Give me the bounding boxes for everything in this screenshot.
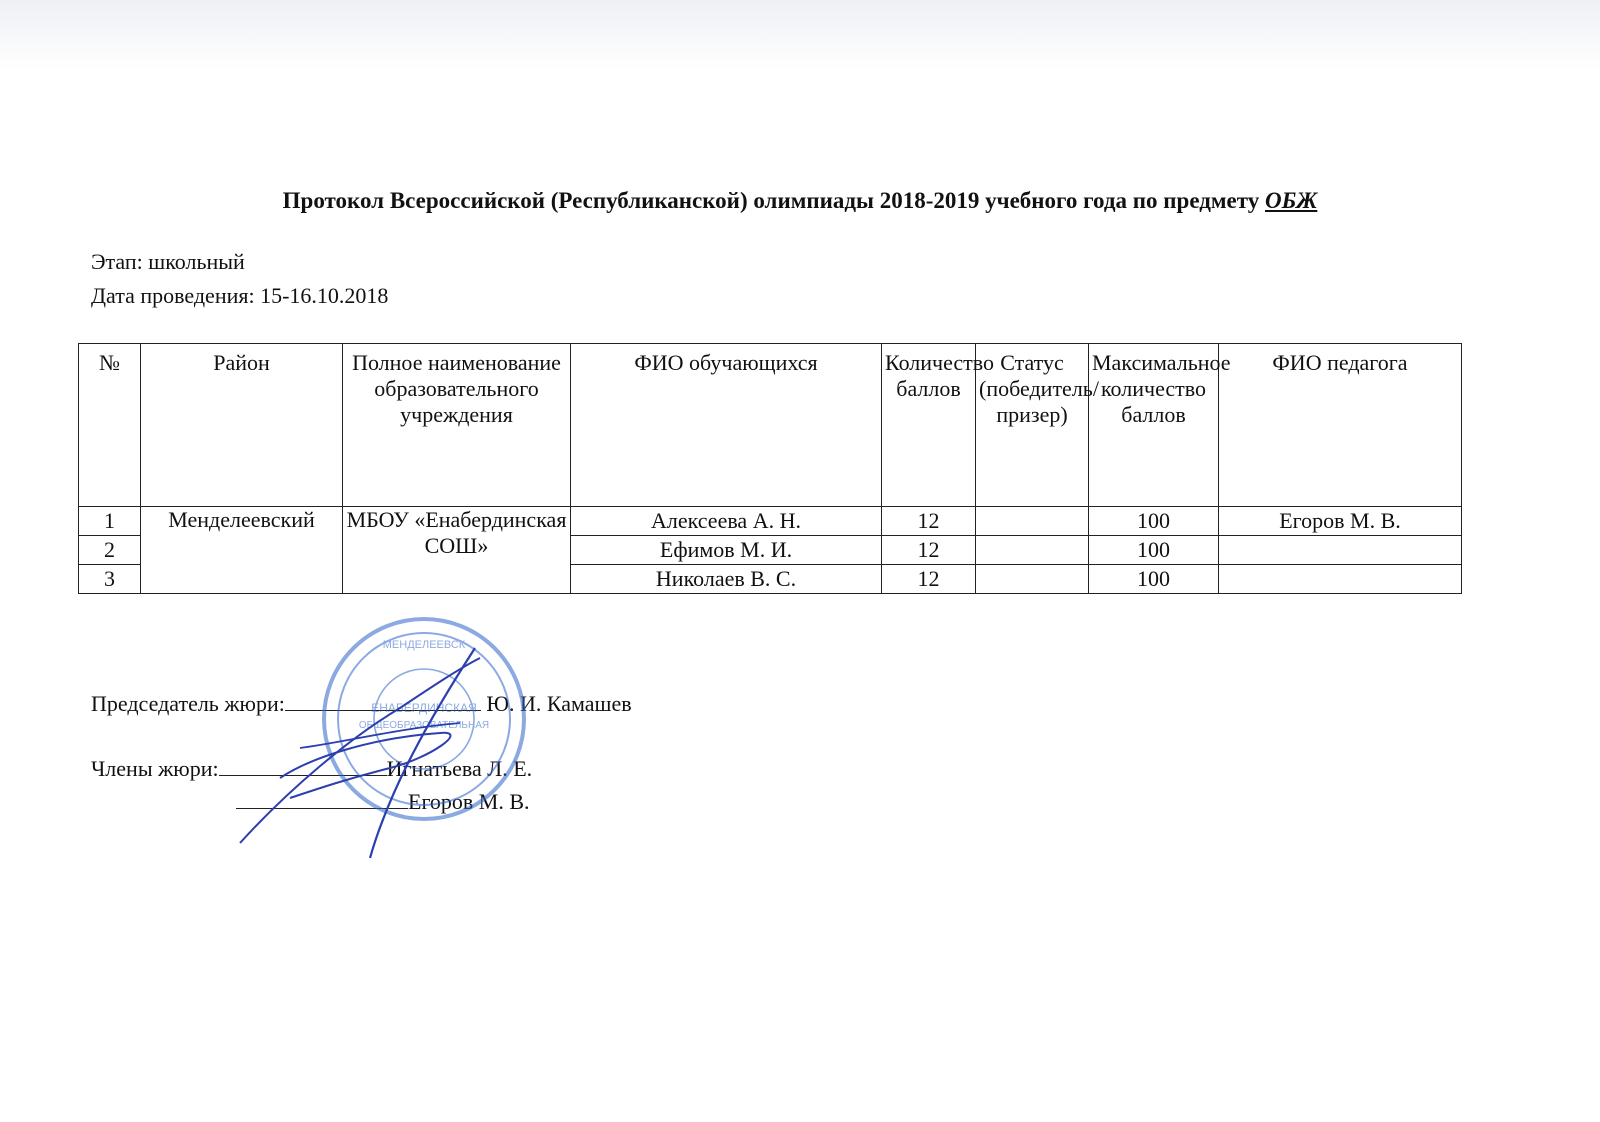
student-cell: Алексеева А. Н.: [571, 507, 882, 536]
col-header-num: №: [79, 344, 141, 507]
teacher-cell: Егоров М. В.: [1219, 507, 1462, 536]
district-cell: Менделеевский: [141, 507, 343, 594]
stage-line: Этап: школьный: [91, 249, 245, 274]
svg-text:ЕНАБЕРДИНСКАЯ: ЕНАБЕРДИНСКАЯ: [371, 701, 477, 715]
document-title: [0, 188, 1600, 214]
title-text: Протокол Всероссийской (Республиканской) олимпиады 2018-2019 учебного года по предмету: [282, 188, 1265, 213]
col-header-score: Количество баллов: [882, 344, 976, 507]
jury-chair-label: Председатель жюри:: [91, 691, 285, 716]
row-num: 3: [79, 565, 141, 594]
status-cell: [976, 536, 1089, 565]
jury-member-2: Егоров М. В.: [408, 789, 530, 814]
col-header-district: Район: [141, 344, 343, 507]
svg-text:МЕНДЕЛЕЕВСК: МЕНДЕЛЕЕВСК: [382, 639, 466, 651]
col-header-status: Статус (победитель/призер): [976, 344, 1089, 507]
student-cell: Ефимов М. И.: [571, 536, 882, 565]
results-table: [78, 343, 1462, 594]
scan-edge: [0, 0, 1600, 70]
col-header-teacher: ФИО педагога: [1219, 344, 1462, 507]
score-cell: 12: [882, 507, 976, 536]
table-row: [79, 507, 1462, 536]
col-header-student: ФИО обучающихся: [571, 344, 882, 507]
school-cell: МБОУ «Енабердинская СОШ»: [343, 507, 571, 594]
jury-member-1: Игнатьева Л. Е.: [386, 756, 533, 781]
teacher-cell: [1219, 565, 1462, 594]
row-num: 1: [79, 507, 141, 536]
svg-text:ОБЩЕОБРАЗОВАТЕЛЬНАЯ: ОБЩЕОБРАЗОВАТЕЛЬНАЯ: [358, 720, 490, 731]
date-line: Дата проведения: 15-16.10.2018: [91, 283, 389, 308]
status-cell: [976, 565, 1089, 594]
col-header-school: Полное наименование образовательного учреждения: [343, 344, 571, 507]
subject-name: ОБЖ: [1264, 188, 1318, 213]
col-header-max: Максимальное количество баллов: [1089, 344, 1219, 507]
jury-chair-name: Ю. И. Камашев: [486, 691, 632, 716]
max-cell: 100: [1089, 536, 1219, 565]
row-num: 2: [79, 536, 141, 565]
status-cell: [976, 507, 1089, 536]
table-header-row: [79, 344, 1462, 507]
teacher-cell: [1219, 536, 1462, 565]
handwritten-signature: [230, 628, 530, 878]
score-cell: 12: [882, 536, 976, 565]
max-cell: 100: [1089, 565, 1219, 594]
score-cell: 12: [882, 565, 976, 594]
max-cell: 100: [1089, 507, 1219, 536]
student-cell: Николаев В. С.: [571, 565, 882, 594]
jury-members-label: Члены жюри:: [91, 756, 219, 781]
